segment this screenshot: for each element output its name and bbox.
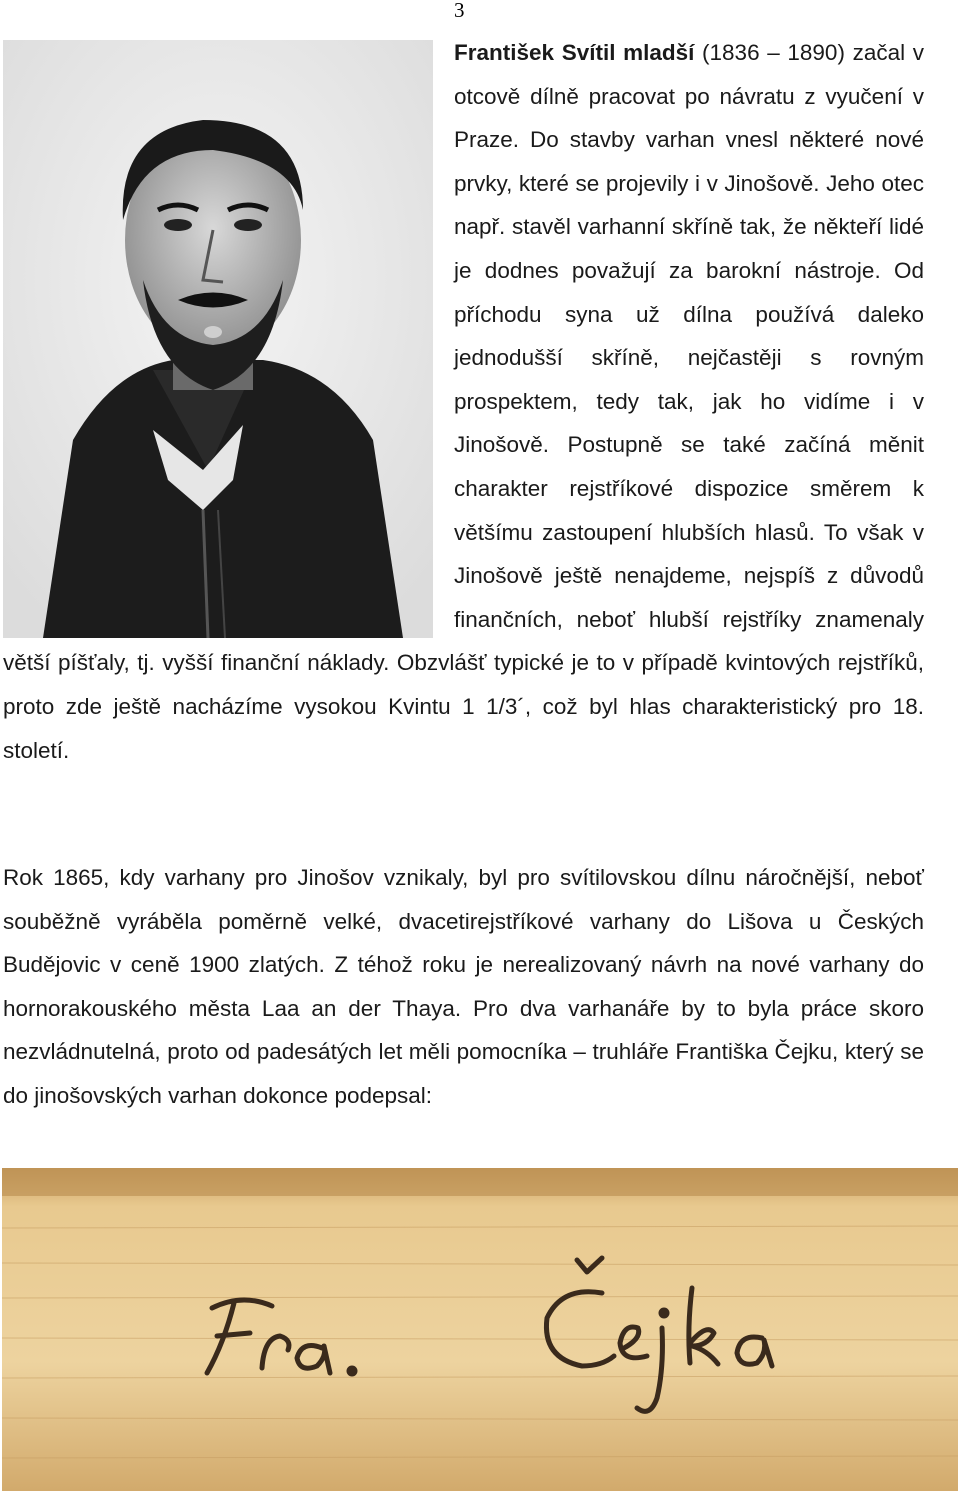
portrait-text-wrap-spacer <box>3 31 454 611</box>
paragraph-1 <box>3 31 924 772</box>
paragraph-1-text: (1836 – 1890) začal v otcově dílně pracovat po návratu z vyučení v Praze. Do stavby varhan vnesl některé nové prvky, které se projevily i v Jinošově. Jeho otec např. stavěl varhanní skříně tak, že někteří lidé je dodnes považují za barokní nástroje. Od příchodu syna už dílna používá daleko jednodušší skříně, nejčastěji s rovným prospektem, tedy tak, jak ho vidíme i v Jinošově. Postupně se také začíná měnit charakter rejstříkové dispozice směrem k většímu zastoupení hlubších hlasů. To však v Jinošově ještě nenajdeme, nejspíš z důvodů finančních, neboť hlubší rejstříky znamenaly větší píšťaly, tj. vyšší finanční náklady. Obzvlášť typické je to v případě kvintových rejstříků, proto zde ještě nacházíme vysokou Kvintu 1 1/3´, což byl hlas charakteristický pro 18. století. <box>3 40 925 763</box>
lead-name: František Svítil mladší <box>454 40 695 65</box>
paragraph-2: Rok 1865, kdy varhany pro Jinošov vznikaly, byl pro svítilovskou dílnu náročnější, neboť souběžně vyráběla poměrně velké, dvacetirejstříkové varhany do Lišova u Českých Budějovic v ceně 1900 zlatých. Z téhož roku je nerealizovaný návrh na nové varhany do hornorakouského města Laa an der Thaya. Pro dva varhanáře by to byla práce skoro nezvládnutelná, proto od padesátých let měli pomocníka – truhláře Františka Čejku, který se do jinošovských varhan dokonce podepsal: <box>3 865 924 1108</box>
signature-photo <box>2 1168 958 1491</box>
page-number: 3 <box>454 0 465 22</box>
